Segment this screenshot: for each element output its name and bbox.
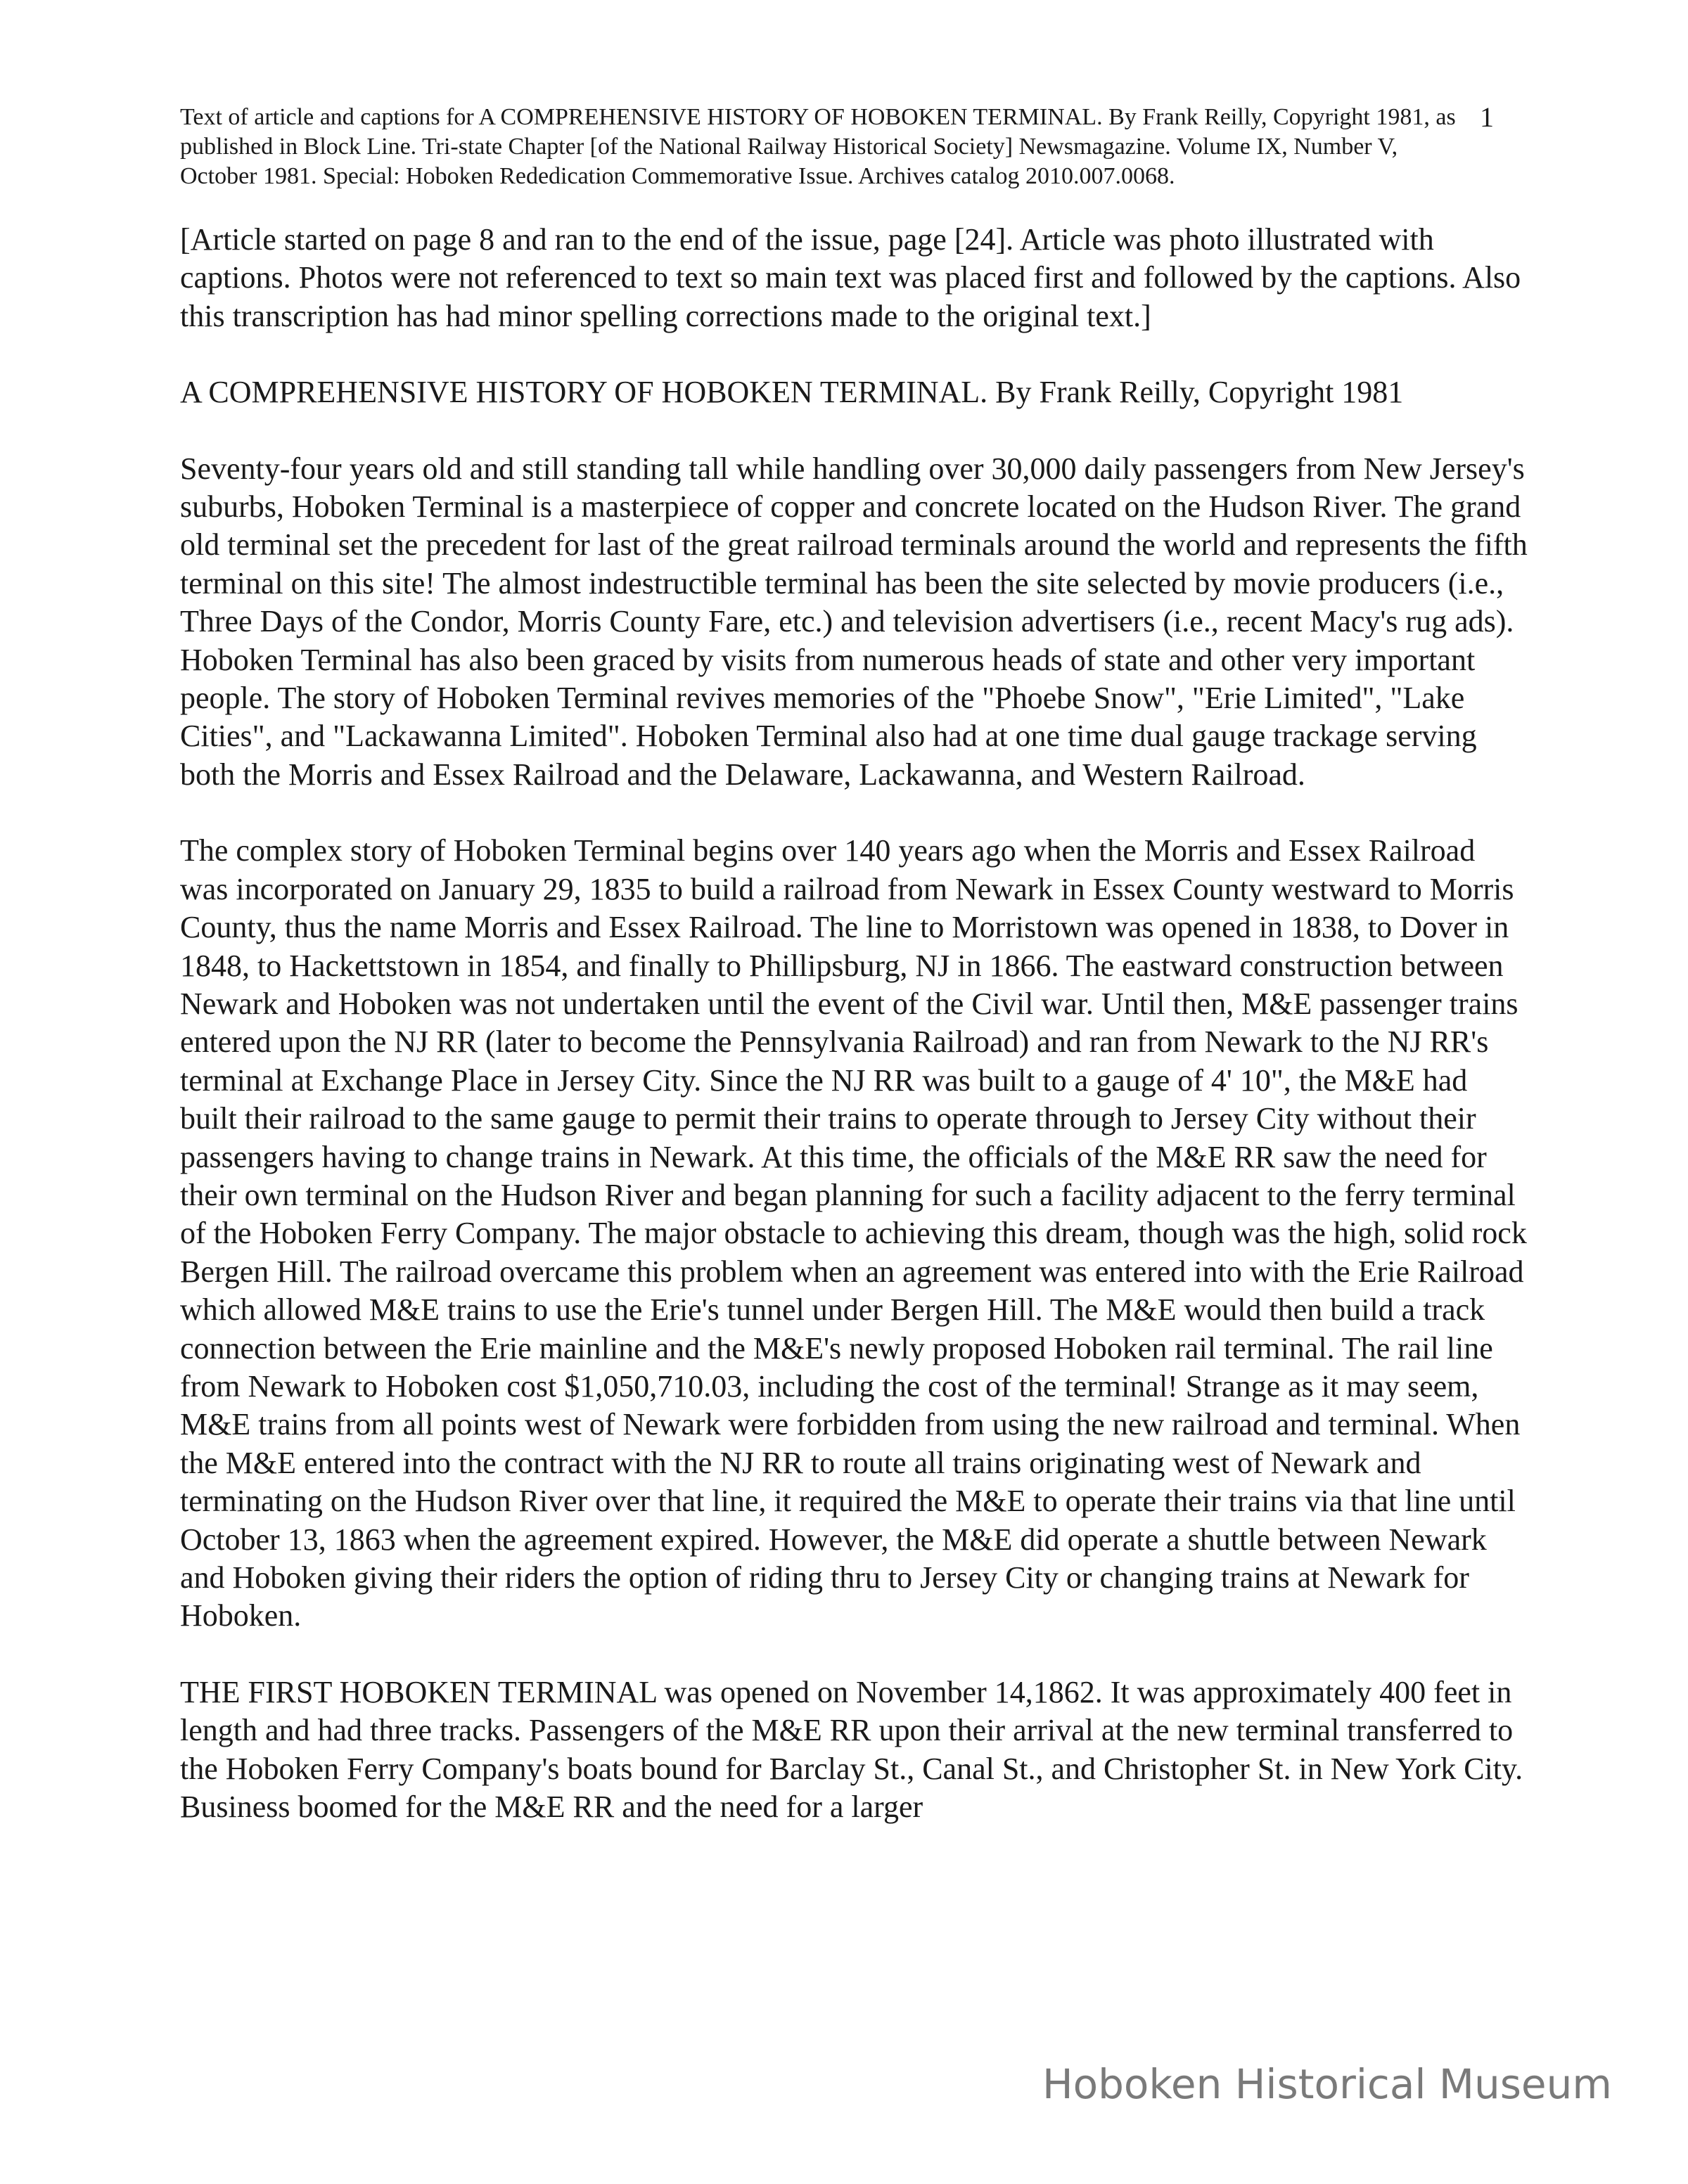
paragraph-2: The complex story of Hoboken Terminal begins over 140 years ago when the Morris and Essex Railroad was incorporated on January 29, 1835 to build a railroad from Newark in Essex County westward to Morris County, thus the name Morris and Essex Railroad. The line to Morristown was opened in 1838, to Dover in 1848, to Hackettstown in 1854, and finally to Phillipsburg, NJ in 1866. The eastward construction between Newark and Hoboken was not undertaken until the event of the Civil war. Until then, M&E passenger trains entered upon the NJ RR (later to become the Pennsylvania Railroad) and ran from Newark to the NJ RR's terminal at Exchange Place in Jersey City. Since the NJ RR was built to a gauge of 4' 10", the M&E had built their railroad to the same gauge to permit their trains to operate through to Jersey City without their passengers having to change trains in Newark. At this time, the officials of the M&E RR saw the need for their own terminal on the Hudson River and began planning for such a facility adjacent to the ferry terminal of the Hoboken Ferry Company. The major obstacle to achieving this dream, though was the high, solid rock Bergen Hill. The railroad overcame this problem when an agreement was entered into with the Erie Railroad which allowed M&E trains to use the Erie's tunnel under Bergen Hill. The M&E would then build a track connection between the Erie mainline and the M&E's newly proposed Hoboken rail terminal. The rail line from Newark to Hoboken cost $1,050,710.03, including the cost of the terminal! Strange as it may seem, M&E trains from all points west of Newark were forbidden from using the new railroad and terminal. When the M&E entered into the contract with the NJ RR to route all trains originating west of Newark and terminating on the Hudson River over that line, it required the M&E to operate their trains via that line until October 13, 1863 when the agreement expired. However, the M&E did operate a shuttle between Newark and Hoboken giving their riders the option of riding thru to Jersey City or changing trains at Newark for Hoboken. <box>180 833 1527 1633</box>
editor-note: [Article started on page 8 and ran to the end of the issue, page [24]. Article was photo illustrated with captions. Photos were not referenced to text so main text was placed first and followed by the captions. Also this transcription has had minor spelling corrections made to the original text.] <box>180 222 1521 333</box>
article-title: A COMPREHENSIVE HISTORY OF HOBOKEN TERMINAL. By Frank Reilly, Copyright 1981 <box>180 375 1404 410</box>
museum-watermark: Hoboken Historical Museum <box>1042 2060 1612 2108</box>
document-page <box>180 103 1530 1826</box>
paragraph-1: Seventy-four years old and still standing tall while handling over 30,000 daily passengers from New Jersey's suburbs, Hoboken Terminal is a masterpiece of copper and concrete located on the Hudson River. The grand old terminal set the precedent for last of the great railroad terminals around the world and represents the fifth terminal on this site! The almost indestructible terminal has been the site selected by movie producers (i.e., Three Days of the Condor, Morris County Fare, etc.) and television advertisers (i.e., recent Macy's rug ads). Hoboken Terminal has also been graced by visits from numerous heads of state and other very important people. The story of Hoboken Terminal revives memories of the "Phoebe Snow", "Erie Limited", "Lake Cities", and "Lackawanna Limited". Hoboken Terminal also had at one time dual gauge trackage serving both the Morris and Essex Railroad and the Delaware, Lackawanna, and Western Railroad. <box>180 451 1528 792</box>
paragraph-3: THE FIRST HOBOKEN TERMINAL was opened on November 14,1862. It was approximately 400 feet in length and had three tracks. Passengers of the M&E RR upon their arrival at the new terminal transferred to the Hoboken Ferry Company's boats bound for Barclay St., Canal St., and Christopher St. in New York City. Business boomed for the M&E RR and the need for a larger <box>180 1674 1523 1825</box>
page-number: 1 <box>1480 101 1494 133</box>
document-header: Text of article and captions for A COMPREHENSIVE HISTORY OF HOBOKEN TERMINAL. By Frank Reilly, Copyright 1981, as published in Block Line. Tri-state Chapter [of the National Railway Historical Society] Newsmagazine. Volume IX, Number V, October 1981. Special: Hoboken Rededication Commemorative Issue. Archives catalog 2010.007.0068. <box>180 104 1456 189</box>
